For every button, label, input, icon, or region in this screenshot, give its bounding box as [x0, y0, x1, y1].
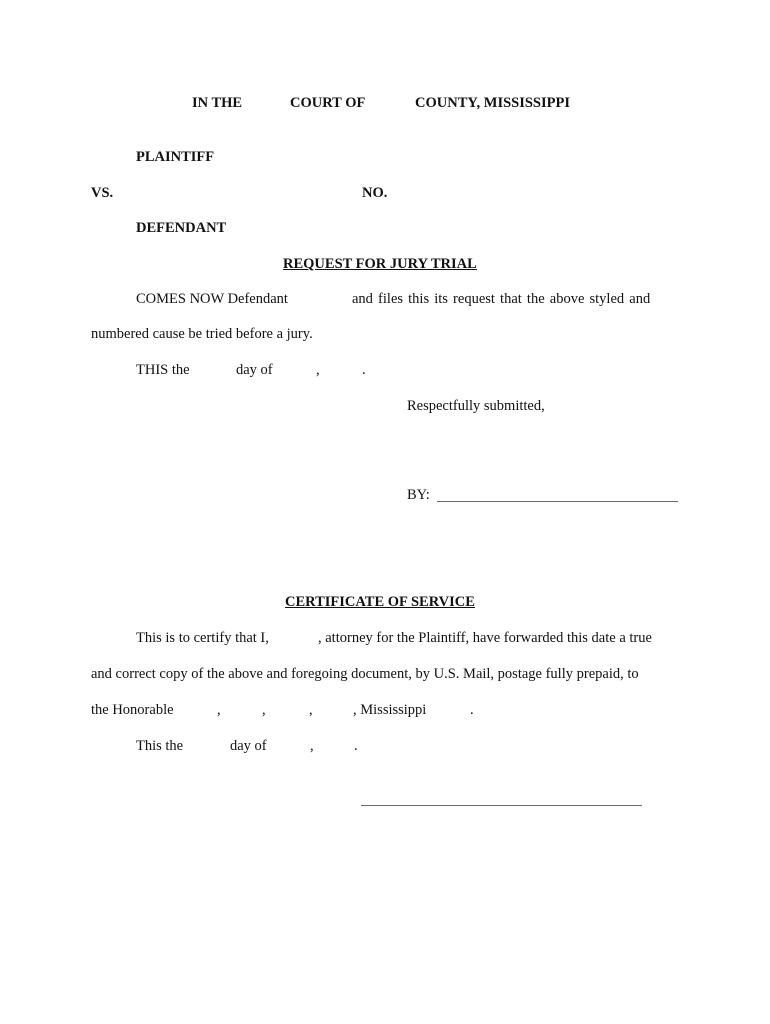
address-comma-1: , [217, 702, 221, 718]
by-label: BY: [407, 487, 430, 503]
address-period: . [470, 702, 474, 718]
request-date-period: . [362, 362, 366, 378]
caption-court-of: COURT OF [290, 95, 366, 111]
certificate-date-day-of: day of [230, 738, 267, 754]
certificate-date-period: . [354, 738, 358, 754]
certify-rest-text: , attorney for the Plaintiff, have forwarded this date a true [318, 630, 652, 646]
certificate-date-this-the: This the [136, 738, 184, 754]
request-date-comma: , [316, 362, 320, 378]
certificate-date-comma: , [310, 738, 314, 754]
copy-line-text: and correct copy of the above and foregoing document, by U.S. Mail, postage fully prepaid, to [91, 666, 639, 682]
by-signature-line [437, 501, 678, 502]
address-mississippi: , Mississippi [353, 702, 427, 718]
address-comma-3: , [309, 702, 313, 718]
defendant-label: DEFENDANT [136, 220, 227, 236]
request-date-day-of: day of [236, 362, 273, 378]
certificate-signature-line [361, 805, 642, 806]
request-title: REQUEST FOR JURY TRIAL [283, 256, 477, 272]
honorable-text: the Honorable [91, 702, 174, 718]
caption-county: COUNTY, MISSISSIPPI [415, 95, 570, 111]
certify-start-text: This is to certify that I, [136, 630, 269, 646]
case-number-label: NO. [362, 185, 388, 201]
comes-now-text: COMES NOW Defendant [136, 291, 288, 307]
address-comma-2: , [262, 702, 266, 718]
files-request-text: and files this its request that the above styled and [352, 291, 651, 307]
request-date-this-the: THIS the [136, 362, 190, 378]
plaintiff-label: PLAINTIFF [136, 149, 215, 165]
cause-line-text: numbered cause be tried before a jury. [91, 326, 313, 342]
caption-in-the: IN THE [192, 95, 243, 111]
vs-label: VS. [91, 185, 114, 201]
respectfully-submitted: Respectfully submitted, [407, 398, 545, 414]
certificate-title: CERTIFICATE OF SERVICE [285, 594, 475, 610]
